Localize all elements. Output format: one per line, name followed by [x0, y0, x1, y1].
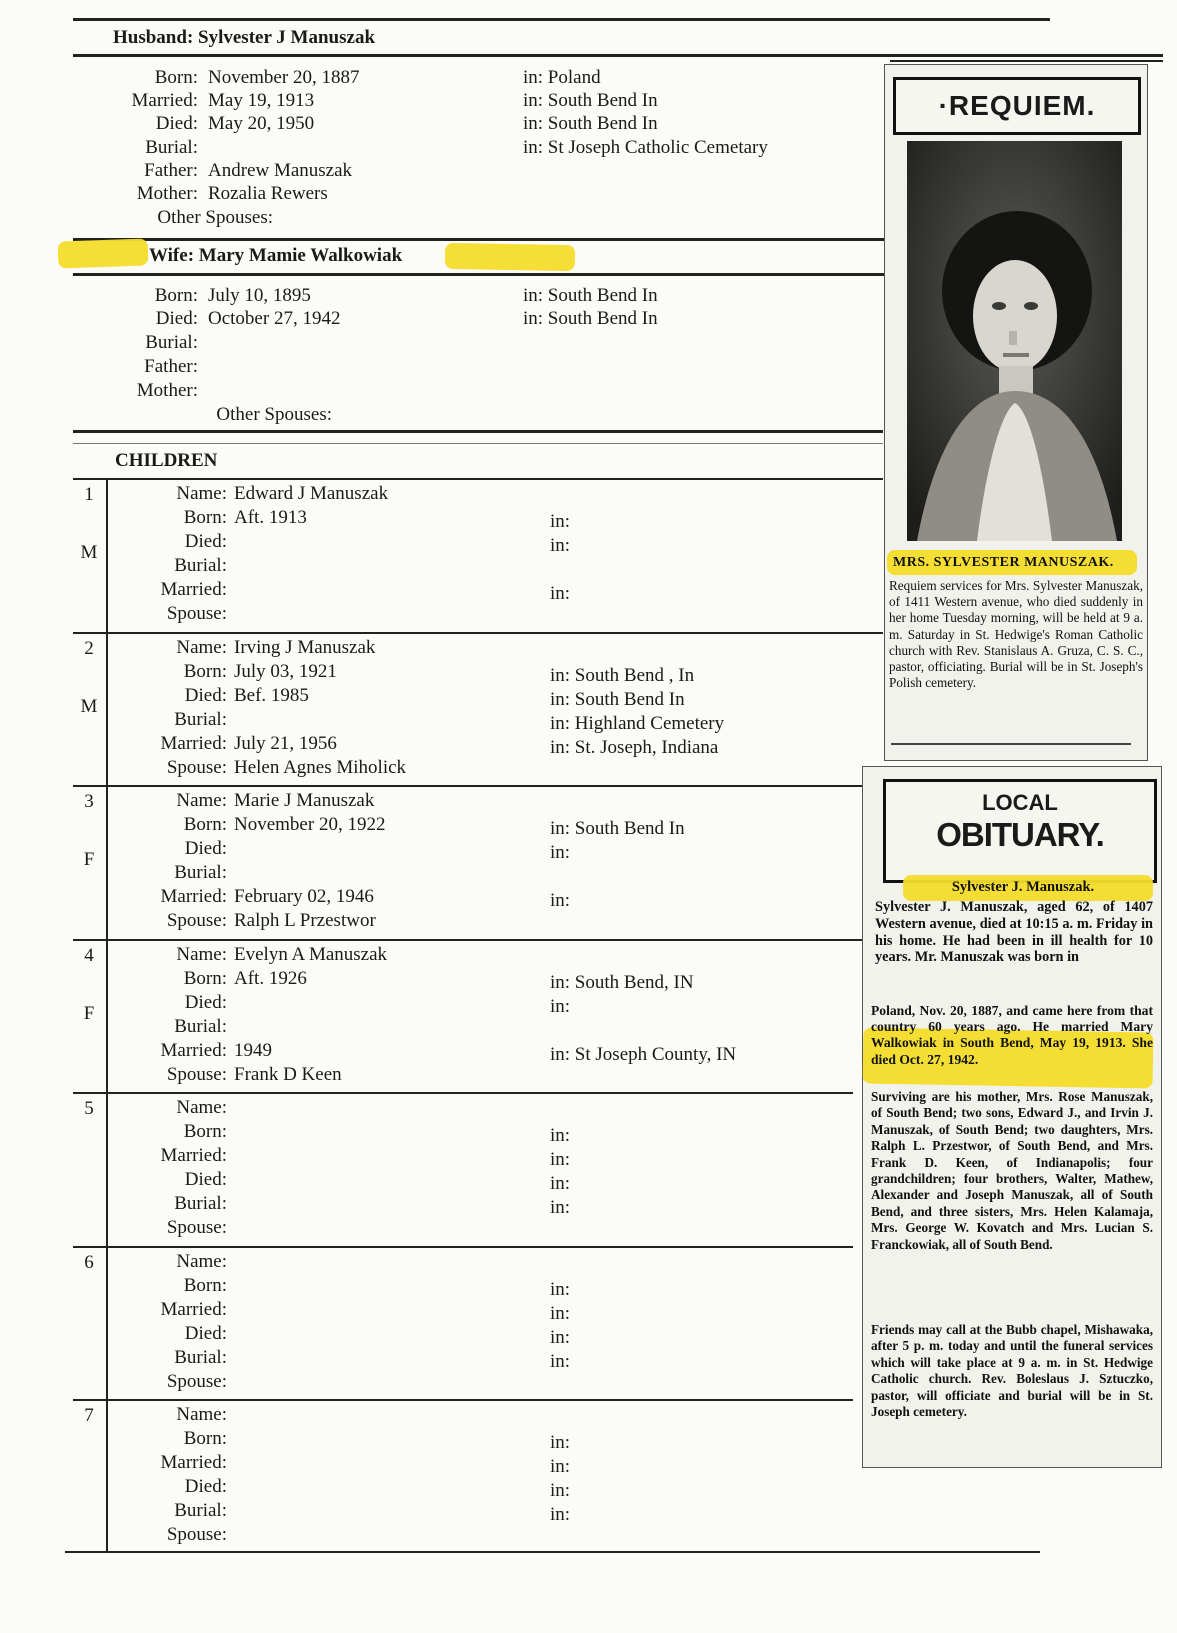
child-field-label: Born: — [183, 814, 227, 835]
child-block-rule — [73, 478, 883, 480]
child-field-label: Died: — [184, 531, 227, 552]
child-field-place: in: — [550, 535, 571, 556]
wife-field-label: Other Spouses: — [216, 404, 332, 425]
child-field-place: in: South Bend, IN — [550, 971, 694, 993]
child-field-place: in: — [550, 583, 571, 604]
child-field-label: Burial: — [174, 1346, 227, 1368]
child-field-label: Name: — [176, 790, 227, 811]
child-field-label: Name: — [176, 636, 227, 658]
wife-heading-label: Wife: — [149, 245, 195, 266]
child-field-label: Born: — [183, 1274, 227, 1296]
husband-field-place: in: South Bend In — [523, 113, 658, 134]
children-top-rule — [73, 430, 883, 433]
child-field-label: Married: — [160, 579, 227, 600]
child-field-value: Ralph L Przestwor — [234, 910, 376, 931]
child-number: 1 — [84, 484, 94, 505]
wife-field-label: Born: — [154, 285, 198, 306]
child-field-place: in: St. Joseph, Indiana — [550, 736, 719, 758]
child-block-rule — [73, 1092, 853, 1094]
child-field-place: in: — [550, 890, 571, 911]
child-field-label: Died: — [184, 1169, 227, 1190]
obituary-title-box — [883, 779, 1157, 883]
child-field-place: in: — [550, 1125, 571, 1146]
child-field-label: Name: — [176, 1404, 227, 1425]
obituary-clipping — [862, 766, 1162, 1468]
bottom-rule — [65, 1551, 1040, 1553]
child-field-value: Marie J Manuszak — [234, 790, 375, 811]
obituary-name-line: Sylvester J. Manuszak. — [951, 879, 1095, 895]
child-field-label: Name: — [176, 1250, 227, 1272]
child-number: 2 — [84, 637, 94, 659]
child-field-value: July 21, 1956 — [234, 732, 337, 754]
child-field-value: Aft. 1926 — [234, 967, 307, 989]
husband-heading-label: Husband: — [113, 27, 194, 48]
child-field-place: in: — [550, 1326, 571, 1348]
child-field-label: Married: — [160, 732, 227, 754]
obituary-title-big: OBITUARY. — [936, 816, 1104, 853]
child-field-value: 1949 — [234, 1039, 272, 1061]
husband-heading — [113, 27, 375, 49]
wife-name: Mary Mamie Walkowiak — [198, 245, 403, 266]
requiem-photo — [907, 141, 1122, 541]
wife-field-place: in: South Bend In — [523, 285, 658, 306]
husband-field-label: Burial: — [145, 137, 198, 158]
child-field-label: Name: — [176, 483, 227, 504]
requiem-wavy-rule — [891, 743, 1131, 745]
child-field-place: in: Highland Cemetery — [550, 712, 725, 734]
child-field-label: Married: — [160, 886, 227, 907]
child-number: 5 — [84, 1098, 94, 1119]
child-field-label: Burial: — [174, 1015, 227, 1037]
child-field-place: in: — [550, 1456, 571, 1477]
child-field-label: Spouse: — [166, 603, 227, 624]
child-field-place: in: — [550, 1197, 571, 1218]
obituary-para2: Poland, Nov. 20, 1887, and came here from that country 60 years ago. He married Mary Walkowiak in South Bend, May 19, 1913. She died Oct. 27, 1942. — [871, 1003, 1153, 1067]
child-field-label: Spouse: — [166, 1217, 227, 1238]
child-field-place: in: — [550, 1480, 571, 1501]
obituary-para1: Sylvester J. Manuszak, aged 62, of 1407 Western avenue, died at 10:15 a. m. Friday in his home. He had been in ill health for 10 years. Mr. Manuszak was born in — [875, 899, 1153, 966]
wife-field-label: Burial: — [145, 332, 198, 353]
husband-field-label: Married: — [131, 90, 198, 111]
wife-highlight-left — [58, 238, 149, 268]
child-field-place: in: — [550, 1173, 571, 1194]
wife-field-value: July 10, 1895 — [208, 285, 311, 306]
child-field-label: Born: — [183, 1428, 227, 1449]
wife-field-label: Father: — [144, 356, 198, 377]
child-field-label: Burial: — [174, 1193, 227, 1214]
child-field-place: in: — [550, 1302, 571, 1324]
portrait-image — [907, 141, 1122, 541]
child-field-label: Spouse: — [166, 756, 227, 778]
husband-field-value: Andrew Manuszak — [208, 160, 353, 181]
husband-field-value: November 20, 1887 — [208, 67, 360, 88]
child-field-place: in: South Bend , In — [550, 664, 695, 686]
wife-field-label: Died: — [155, 308, 198, 329]
obituary-para4: Friends may call at the Bubb chapel, Mishawaka, after 5 p. m. today and until the funeral services which will take place at 9 a. m. in St. Hedwige Catholic church. Rev. Boleslaus J. Sztuczko, pastor, will officiate and burial will be in St. Joseph cemetery. — [871, 1322, 1153, 1420]
child-field-value: Evelyn A Manuszak — [234, 943, 388, 965]
child-field-label: Name: — [176, 1097, 227, 1118]
child-field-label: Burial: — [174, 555, 227, 576]
child-field-value: Edward J Manuszak — [234, 483, 389, 504]
husband-field-label: Mother: — [136, 183, 198, 204]
child-number: 7 — [84, 1405, 94, 1426]
child-number: 6 — [84, 1251, 94, 1273]
child-field-place: in: — [550, 1432, 571, 1453]
child-block-rule — [73, 785, 883, 787]
requiem-caption: MRS. SYLVESTER MANUSZAK. — [893, 555, 1114, 570]
wife-rule — [73, 273, 893, 276]
child-block-rule — [73, 939, 883, 941]
child-field-label: Spouse: — [166, 910, 227, 931]
wife-field-value: October 27, 1942 — [208, 308, 341, 329]
child-field-value: Bef. 1985 — [234, 684, 309, 706]
child-field-label: Married: — [160, 1145, 227, 1166]
child-number: 3 — [84, 791, 94, 812]
child-field-label: Burial: — [174, 708, 227, 730]
husband-field-value: Rozalia Rewers — [208, 183, 328, 204]
child-field-label: Spouse: — [166, 1370, 227, 1392]
child-field-label: Died: — [184, 1322, 227, 1344]
child-field-label: Spouse: — [166, 1524, 227, 1545]
child-field-value: Aft. 1913 — [234, 507, 307, 528]
child-field-label: Spouse: — [166, 1063, 227, 1085]
wife-heading — [149, 245, 402, 267]
child-sex: F — [83, 1002, 95, 1024]
children-thin-rule — [73, 443, 883, 444]
child-field-label: Married: — [160, 1452, 227, 1473]
husband-field-place: in: Poland — [523, 67, 601, 88]
child-field-value: Irving J Manuszak — [234, 636, 376, 658]
child-field-place: in: South Bend In — [550, 818, 685, 839]
child-field-label: Burial: — [174, 1500, 227, 1521]
child-field-place: in: — [550, 842, 571, 863]
husband-field-label: Born: — [154, 67, 198, 88]
child-field-value: Frank D Keen — [234, 1063, 342, 1085]
child-sex: M — [80, 542, 98, 563]
husband-field-label: Other Spouses: — [157, 207, 273, 228]
husband-rule — [73, 54, 1163, 57]
husband-field-place: in: South Bend In — [523, 90, 658, 111]
child-block-rule — [73, 1399, 853, 1401]
child-sex: F — [83, 849, 95, 870]
child-field-value: November 20, 1922 — [234, 814, 386, 835]
child-field-label: Died: — [184, 838, 227, 859]
husband-name: Sylvester J Manuszak — [198, 27, 376, 48]
child-field-label: Born: — [183, 507, 227, 528]
requiem-title: ·REQUIEM. — [938, 90, 1096, 121]
wife-highlight-right — [445, 243, 575, 271]
child-field-label: Died: — [184, 1476, 227, 1497]
husband-field-label: Died: — [155, 113, 198, 134]
requiem-title-box — [893, 77, 1141, 135]
child-field-place: in: South Bend In — [550, 688, 685, 710]
child-field-label: Born: — [183, 1121, 227, 1142]
husband-field-place: in: St Joseph Catholic Cemetary — [523, 137, 768, 158]
top-rule — [73, 18, 1050, 21]
child-field-label: Married: — [160, 1298, 227, 1320]
child-field-label: Born: — [183, 967, 227, 989]
child-field-place: in: — [550, 1149, 571, 1170]
child-field-place: in: — [550, 1504, 571, 1525]
requiem-clipping — [884, 64, 1148, 761]
child-field-label: Died: — [184, 684, 227, 706]
obituary-title-small: LOCAL — [982, 790, 1058, 815]
child-number: 4 — [84, 944, 94, 966]
child-block-rule — [73, 632, 883, 634]
child-sex: M — [80, 695, 98, 717]
obituary-para3: Surviving are his mother, Mrs. Rose Manuszak, of South Bend; two sons, Edward J., and Irvin J. Manuszak, of South Bend; two daughters, Mrs. Ralph L. Przestwor, of South Bend, and Mrs. Frank D. Keen, of Indianapolis; four grandchildren; four brothers, Walter, Mathew, Alexander and Joseph Manuszak, all of South Bend, and three sisters, Mrs. Helen Kalamaja, Mrs. George W. Kovatch and Mrs. Lucian S. Franckowiak, all of South Bend. — [871, 1089, 1153, 1252]
husband-rule-right — [890, 60, 1163, 62]
husband-field-label: Father: — [144, 160, 198, 181]
child-field-place: in: — [550, 995, 571, 1017]
child-field-place: in: — [550, 1350, 571, 1372]
husband-field-value: May 20, 1950 — [208, 113, 315, 134]
child-field-place: in: — [550, 511, 571, 532]
children-heading: CHILDREN — [115, 450, 218, 471]
child-field-place: in: — [550, 1278, 571, 1300]
wife-top-rule — [73, 238, 893, 241]
child-field-label: Name: — [176, 943, 227, 965]
child-field-label: Died: — [184, 991, 227, 1013]
husband-field-value: May 19, 1913 — [208, 90, 315, 111]
wife-field-place: in: South Bend In — [523, 308, 658, 329]
child-field-place: in: St Joseph County, IN — [550, 1043, 737, 1065]
wife-field-label: Mother: — [136, 380, 198, 401]
child-field-label: Married: — [160, 1039, 227, 1061]
child-block-rule — [73, 1246, 853, 1248]
child-field-value: Helen Agnes Miholick — [234, 756, 407, 778]
child-field-value: February 02, 1946 — [234, 886, 374, 907]
requiem-body: Requiem services for Mrs. Sylvester Manuszak, of 1411 Western avenue, who died suddenly in her home Tuesday morning, will be held at 9 a. m. Saturday in St. Hedwige's Roman Catholic church with Rev. Stanislaus A. Gruza, C. S. C., pastor, officiating. Burial will be in St. Joseph's Polish cemetery. — [889, 578, 1143, 691]
child-field-label: Burial: — [174, 862, 227, 883]
child-field-label: Born: — [183, 660, 227, 682]
child-field-value: July 03, 1921 — [234, 660, 337, 682]
